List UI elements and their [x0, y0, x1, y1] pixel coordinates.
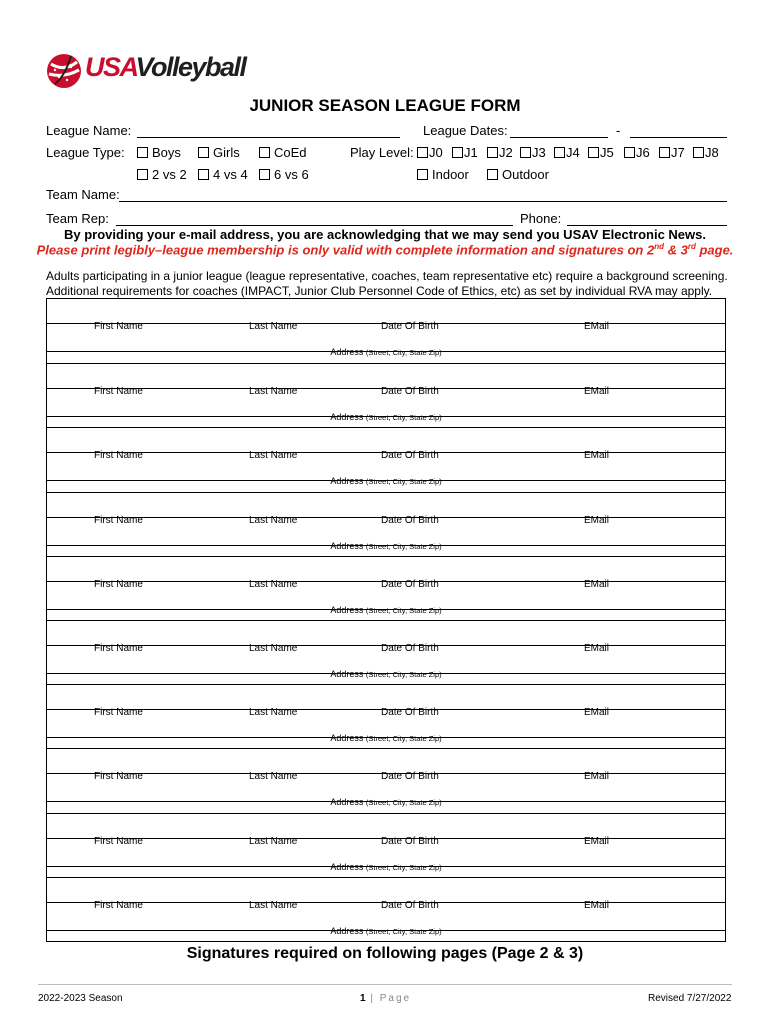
- first-name-label: First Name: [94, 835, 143, 847]
- address-label-main: Address: [330, 797, 364, 808]
- checkbox-4vs4[interactable]: [198, 167, 248, 182]
- member-table: [46, 298, 726, 942]
- address-label-sub: (Street, City, State Zip): [365, 477, 442, 487]
- last-name-label: Last Name: [249, 771, 298, 783]
- volleyball-icon: [45, 52, 83, 90]
- dob-label: Date Of Birth: [381, 771, 439, 783]
- member-row[interactable]: [47, 748, 725, 813]
- last-name-label: Last Name: [249, 514, 298, 526]
- address-label-sub: (Street, City, State Zip): [365, 734, 442, 744]
- address-label-main: Address: [330, 347, 364, 357]
- page-title: JUNIOR SEASON LEAGUE FORM: [249, 96, 521, 115]
- first-name-label: First Name: [94, 771, 143, 783]
- footer-page: [360, 993, 411, 1004]
- first-name-label: First Name: [94, 321, 143, 332]
- last-name-label: Last Name: [249, 450, 298, 462]
- address-label: [47, 862, 725, 872]
- league-name-label: League Name:: [46, 123, 132, 138]
- checkbox-j1-label: J1: [464, 145, 478, 160]
- address-label-sub: (Street, City, State Zip): [365, 348, 442, 357]
- checkbox-j2[interactable]: [487, 145, 513, 160]
- last-name-label: Last Name: [249, 835, 298, 847]
- footer-page-word: Page: [379, 993, 412, 1004]
- address-label: [47, 412, 725, 422]
- member-row[interactable]: [47, 299, 725, 363]
- checkbox-j0-label: J0: [429, 145, 443, 160]
- checkbox-boys[interactable]: [137, 145, 181, 160]
- first-name-label: First Name: [94, 386, 143, 398]
- member-row[interactable]: [47, 492, 725, 557]
- legibility-notice-text-2: & 3: [664, 242, 688, 258]
- address-label: [47, 733, 725, 743]
- team-name-label: Team Name:: [46, 187, 120, 202]
- checkbox-2vs2[interactable]: [137, 167, 187, 182]
- checkbox-j2-label: J2: [499, 145, 513, 160]
- dob-label: Date Of Birth: [381, 578, 439, 590]
- checkbox-j8[interactable]: [693, 145, 719, 160]
- address-label-sub: (Street, City, State Zip): [365, 862, 442, 872]
- adults-note-2: Additional requirements for coaches (IMPACT, Junior Club Personnel Code of Ethics, etc) as set by individual RVA may apply.: [46, 284, 713, 298]
- dob-label: Date Of Birth: [381, 514, 439, 526]
- footer-revised: Revised 7/27/2022: [648, 993, 732, 1004]
- legibility-notice-text-3: page.: [695, 242, 734, 258]
- last-name-label: Last Name: [249, 386, 298, 398]
- checkbox-girls-label: Girls: [213, 145, 240, 160]
- signatures-notice: Signatures required on following pages (Page 2 & 3): [186, 945, 584, 962]
- member-row[interactable]: [47, 363, 725, 428]
- address-label-sub: (Street, City, State Zip): [365, 926, 442, 936]
- dob-label: Date Of Birth: [381, 899, 439, 911]
- address-label-sub: (Street, City, State Zip): [365, 670, 442, 679]
- address-label-sub: (Street, City, State Zip): [365, 798, 442, 808]
- dob-label: Date Of Birth: [381, 386, 439, 398]
- checkbox-outdoor-label: Outdoor: [502, 167, 549, 182]
- address-label-main: Address: [330, 733, 364, 744]
- checkbox-j1[interactable]: [452, 145, 478, 160]
- checkbox-j7[interactable]: [659, 145, 685, 160]
- member-row[interactable]: [47, 877, 725, 942]
- first-name-label: First Name: [94, 450, 143, 462]
- address-label: [47, 797, 725, 807]
- league-dates-separator: -: [616, 123, 621, 138]
- first-name-label: First Name: [94, 514, 143, 526]
- address-label-main: Address: [330, 925, 364, 936]
- email-label: EMail: [584, 321, 610, 332]
- checkbox-indoor[interactable]: [417, 167, 469, 182]
- first-name-label: First Name: [94, 899, 143, 911]
- checkbox-j7-label: J7: [671, 145, 685, 160]
- member-row[interactable]: [47, 556, 725, 621]
- checkbox-j8-label: J8: [705, 145, 719, 160]
- email-label: EMail: [584, 835, 610, 847]
- checkbox-6vs6-label: 6 vs 6: [274, 167, 309, 182]
- email-label: EMail: [584, 578, 610, 590]
- league-type-label: League Type:: [46, 145, 125, 160]
- footer-divider: [38, 984, 732, 985]
- checkbox-indoor-label: Indoor: [432, 167, 469, 182]
- league-start-date-field[interactable]: [510, 137, 608, 138]
- checkbox-j0[interactable]: [417, 145, 443, 160]
- legibility-notice-text-1: Please print legibly–league membership is only valid with complete information and signatures on 2: [36, 242, 655, 258]
- logo-text-volleyball: Volleyball: [135, 52, 246, 82]
- member-row[interactable]: [47, 620, 725, 685]
- team-rep-label: Team Rep:: [46, 211, 109, 226]
- email-notice: By providing your e-mail address, you are acknowledging that we may send you USAV Electronic News.: [64, 227, 706, 242]
- email-label: EMail: [584, 899, 610, 911]
- dob-label: Date Of Birth: [381, 321, 439, 332]
- checkbox-coed-label: CoEd: [274, 145, 307, 160]
- dob-label: Date Of Birth: [381, 450, 439, 462]
- first-name-label: First Name: [94, 707, 143, 719]
- last-name-label: Last Name: [249, 578, 298, 590]
- member-row[interactable]: [47, 684, 725, 749]
- email-label: EMail: [584, 707, 610, 719]
- last-name-label: Last Name: [249, 321, 298, 332]
- adults-note-1: Adults participating in a junior league (league representative, coaches, team representative etc) require a background screening.: [46, 269, 728, 283]
- address-label-sub: (Street, City, State Zip): [365, 605, 442, 615]
- league-dates-label: League Dates:: [423, 123, 508, 138]
- league-name-field[interactable]: [137, 137, 400, 138]
- checkbox-j5-label: J5: [600, 145, 614, 160]
- checkbox-boys-label: Boys: [152, 145, 181, 160]
- address-label: [47, 669, 725, 679]
- checkbox-4vs4-label: 4 vs 4: [213, 167, 248, 182]
- email-label: EMail: [584, 450, 610, 462]
- member-row[interactable]: [47, 427, 725, 492]
- address-label: [47, 347, 725, 357]
- first-name-label: First Name: [94, 578, 143, 590]
- phone-field[interactable]: [567, 225, 727, 226]
- checkbox-j3[interactable]: [520, 145, 546, 160]
- team-rep-field[interactable]: [116, 225, 513, 226]
- address-label-main: Address: [330, 476, 364, 487]
- footer-season: 2022-2023 Season: [38, 993, 123, 1004]
- logo-text-usa: USA: [85, 52, 136, 82]
- checkbox-2vs2-label: 2 vs 2: [152, 167, 187, 182]
- checkbox-j4[interactable]: [554, 145, 580, 160]
- footer-page-number: 1: [360, 993, 366, 1004]
- checkbox-girls[interactable]: [198, 145, 240, 160]
- address-label-sub: (Street, City, State Zip): [365, 541, 442, 551]
- address-label-main: Address: [330, 669, 364, 679]
- checkbox-j3-label: J3: [532, 145, 546, 160]
- member-row[interactable]: [47, 813, 725, 878]
- last-name-label: Last Name: [249, 899, 298, 911]
- address-label: [47, 605, 725, 615]
- legibility-sup-nd: nd: [654, 242, 664, 251]
- email-label: EMail: [584, 514, 610, 526]
- first-name-label: First Name: [94, 643, 143, 654]
- dob-label: Date Of Birth: [381, 835, 439, 847]
- address-label-sub: (Street, City, State Zip): [365, 413, 442, 423]
- play-level-label: Play Level:: [350, 145, 414, 160]
- last-name-label: Last Name: [249, 707, 298, 719]
- address-label-main: Address: [330, 604, 364, 615]
- email-label: EMail: [584, 386, 610, 398]
- usav-logo: [45, 50, 246, 92]
- checkbox-6vs6[interactable]: [259, 167, 309, 182]
- checkbox-j4-label: J4: [566, 145, 580, 160]
- checkbox-outdoor[interactable]: [487, 167, 549, 182]
- email-label: EMail: [584, 643, 610, 654]
- footer-page-sep: |: [365, 993, 380, 1004]
- dob-label: Date Of Birth: [381, 643, 439, 654]
- checkbox-j5[interactable]: [588, 145, 614, 160]
- email-label: EMail: [584, 771, 610, 783]
- checkbox-coed[interactable]: [259, 145, 307, 160]
- last-name-label: Last Name: [249, 643, 298, 654]
- address-label: [47, 541, 725, 551]
- league-end-date-field[interactable]: [630, 137, 727, 138]
- team-name-field[interactable]: [119, 201, 727, 202]
- checkbox-j6[interactable]: [624, 145, 650, 160]
- address-label: [47, 926, 725, 936]
- address-label-main: Address: [330, 540, 364, 551]
- address-label-main: Address: [330, 412, 364, 423]
- address-label-main: Address: [330, 861, 364, 872]
- address-label: [47, 476, 725, 486]
- dob-label: Date Of Birth: [381, 707, 439, 719]
- checkbox-j6-label: J6: [636, 145, 650, 160]
- legibility-sup-rd: rd: [687, 242, 696, 251]
- phone-label: Phone:: [520, 211, 562, 226]
- legibility-notice: [0, 242, 770, 257]
